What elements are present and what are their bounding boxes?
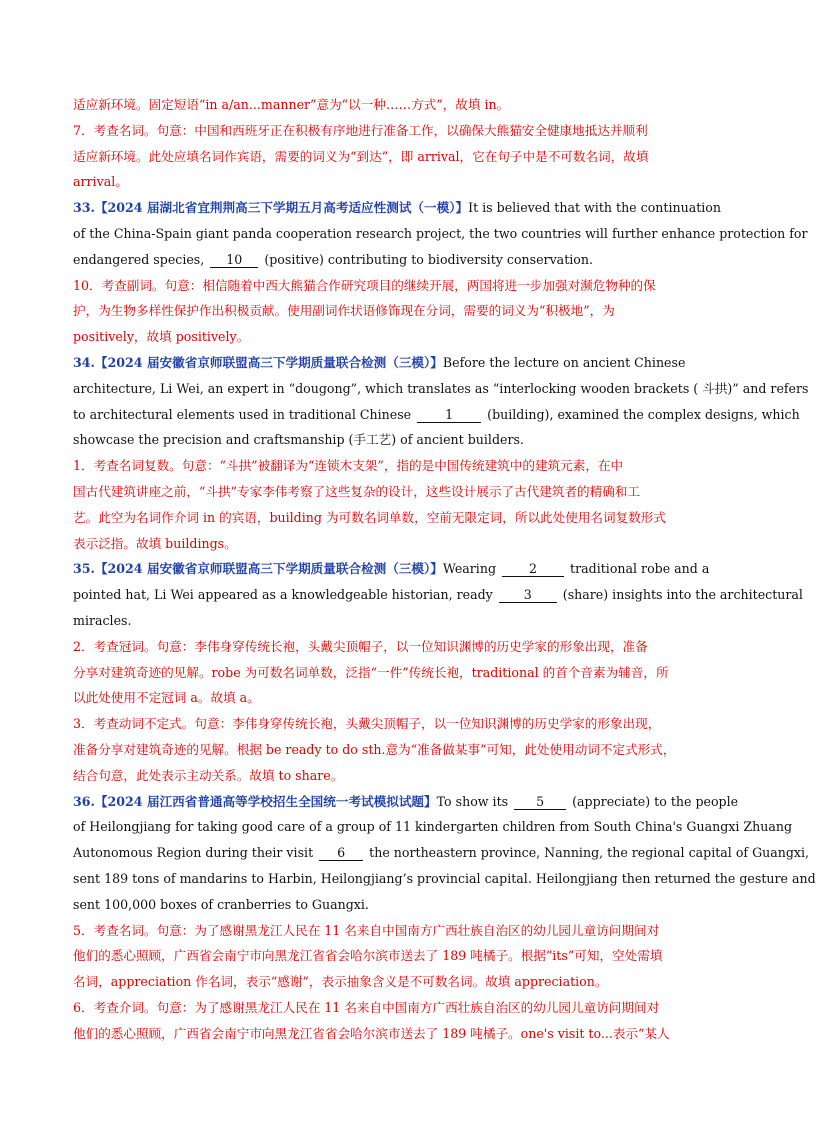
answer-line: 准备分享对建筑奇迹的见解。根据 be ready to do sth.意为“准备做某事”可知，此处使用动词不定式形式，	[73, 741, 676, 757]
question-35-line1	[73, 556, 729, 582]
answer-line: 他们的悉心照顾，广西省会南宁市向黑龙江省省会哈尔滨市送去了 189 吨橘子。根据“its”可知，空处需填	[73, 948, 663, 964]
question-text: the northeastern province, Nanning, the regional capital of Guangxi,	[369, 845, 810, 861]
question-34-line4: showcase the precision and craftsmanship (手工艺) of ancient builders.	[73, 432, 524, 448]
question-number: 33.	[73, 200, 95, 216]
question-34-line1	[73, 350, 729, 376]
answer-blank: 10	[210, 252, 258, 268]
question-text: Before the lecture on ancient Chinese	[442, 354, 686, 370]
answer-line: 5．考查名词。句意：为了感谢黑龙江人民在 11 名来自中国南方广西壮族自治区的幼儿园儿童访问期间对	[73, 922, 660, 938]
question-36-line4: sent 189 tons of mandarins to Harbin, Heilongjiang’s provincial capital. Heilongjiang then returned the gesture and	[73, 870, 816, 886]
answer-line: 1．考查名词复数。句意：“斗拱”被翻译为“连锁木支架”，指的是中国传统建筑中的建筑元素，在中	[73, 458, 624, 474]
question-text: traditional robe and a	[570, 561, 710, 577]
question-source: 【2024 届安徽省京师联盟高三下学期质量联合检测（三模）】	[94, 561, 443, 577]
answer-line: 10．考查副词。句意：相信随着中西大熊猫合作研究项目的继续开展，两国将进一步加强对濒危物种的保	[73, 277, 656, 293]
answer-line: 2．考查冠词。句意：李伟身穿传统长袍，头戴尖顶帽子，以一位知识渊博的历史学家的形象出现，准备	[73, 638, 648, 654]
question-36-line2: of Heilongjiang for taking good care of a group of 11 kindergarten children from South China's Guangxi Zhuang	[73, 819, 793, 835]
answer-blank: 6	[319, 845, 363, 861]
question-36-line5: sent 100,000 boxes of cranberries to Guangxi.	[73, 896, 369, 912]
question-text: endangered species,	[73, 251, 205, 267]
answer-blank: 5	[514, 794, 566, 810]
answer-line: 分享对建筑奇迹的见解。robe 为可数名词单数，泛指“一件”传统长袍，traditional 的首个音素为辅音，所	[73, 664, 669, 680]
answer-line: 适应新环境。固定短语“in a/an...manner”意为“以一种……方式”，故填 in。	[73, 97, 510, 112]
question-36-line1	[73, 789, 739, 815]
answer-line: 结合句意，此处表示主动关系。故填 to share。	[73, 767, 344, 783]
document-page	[73, 92, 816, 1046]
question-34-line2: architecture, Li Wei, an expert in “dougong”, which translates as “interlocking wooden brackets ( 斗拱)” and refers	[73, 380, 809, 396]
answer-line: 国古代建筑讲座之前，“斗拱”专家李伟考察了这些复杂的设计，这些设计展示了古代建筑者的精确和工	[73, 483, 641, 499]
question-35-line3: miracles.	[73, 612, 132, 628]
answer-line: 6．考查介词。句意：为了感谢黑龙江人民在 11 名来自中国南方广西壮族自治区的幼儿园儿童访问期间对	[73, 999, 660, 1015]
answer-line: 3．考查动词不定式。句意：李伟身穿传统长袍，头戴尖顶帽子，以一位知识渊博的历史学家的形象出现，	[73, 716, 661, 732]
answer-line: 以此处使用不定冠词 a。故填 a。	[73, 690, 260, 706]
question-source: 【2024 届安徽省京师联盟高三下学期质量联合检测（三模）】	[94, 354, 443, 370]
question-source: 【2024 届江西省普通高等学校招生全国统一考试模拟试题】	[94, 793, 437, 809]
question-number: 36.	[73, 793, 95, 809]
question-text: It is believed that with the continuation	[468, 200, 721, 216]
question-source: 【2024 届湖北省宜荆荆高三下学期五月高考适应性测试（一模）】	[94, 200, 469, 216]
question-text: (share) insights into the architectural	[562, 587, 803, 603]
question-text: To show its	[436, 793, 509, 809]
answer-line: 适应新环境。此处应填名词作宾语，需要的词义为“到达”，即 arrival，它在句子中是不可数名词，故填	[73, 148, 649, 164]
question-number: 35.	[73, 561, 95, 577]
answer-line: 表示泛指。故填 buildings。	[73, 535, 237, 551]
question-34-line3	[73, 402, 800, 428]
answer-blank: 3	[499, 587, 557, 603]
question-33-line2: of the China-Spain giant panda cooperation research project, the two countries will further enhance protection for	[73, 225, 808, 241]
question-number: 34.	[73, 354, 95, 370]
question-33-line1	[73, 195, 729, 221]
question-35-line2	[73, 582, 803, 608]
answer-line: 护，为生物多样性保护作出积极贡献。使用副词作状语修饰现在分词，需要的词义为“积极地”，为	[73, 303, 615, 319]
question-text: pointed hat, Li Wei appeared as a knowledgeable historian, ready	[73, 587, 493, 603]
answer-line: 艺。此空为名词作介词 in 的宾语，building 为可数名词单数，空前无限定词，所以此处使用名词复数形式	[73, 509, 666, 525]
question-text: (appreciate) to the people	[572, 793, 739, 809]
question-text: to architectural elements used in traditional Chinese	[73, 406, 412, 422]
question-text: Autonomous Region during their visit	[73, 845, 314, 861]
answer-blank: 1	[417, 407, 481, 423]
question-text: (building), examined the complex designs, which	[487, 406, 800, 422]
answer-line: 名词，appreciation 作名词，表示“感谢”，表示抽象含义是不可数名词。故填 appreciation。	[73, 974, 608, 990]
answer-line: 7．考查名词。句意：中国和西班牙正在积极有序地进行准备工作，以确保大熊猫安全健康地抵达并顺利	[73, 122, 648, 138]
question-text: (positive) contributing to biodiversity conservation.	[264, 251, 593, 267]
answer-blank: 2	[502, 561, 564, 577]
question-36-line3	[73, 840, 810, 866]
answer-line: positively，故填 positively。	[73, 329, 250, 345]
answer-line: 他们的悉心照顾，广西省会南宁市向黑龙江省省会哈尔滨市送去了 189 吨橘子。one's visit to...表示“某人	[73, 1025, 670, 1041]
question-text: Wearing	[442, 561, 497, 577]
question-33-line3	[73, 247, 729, 273]
answer-line: arrival。	[73, 174, 128, 190]
